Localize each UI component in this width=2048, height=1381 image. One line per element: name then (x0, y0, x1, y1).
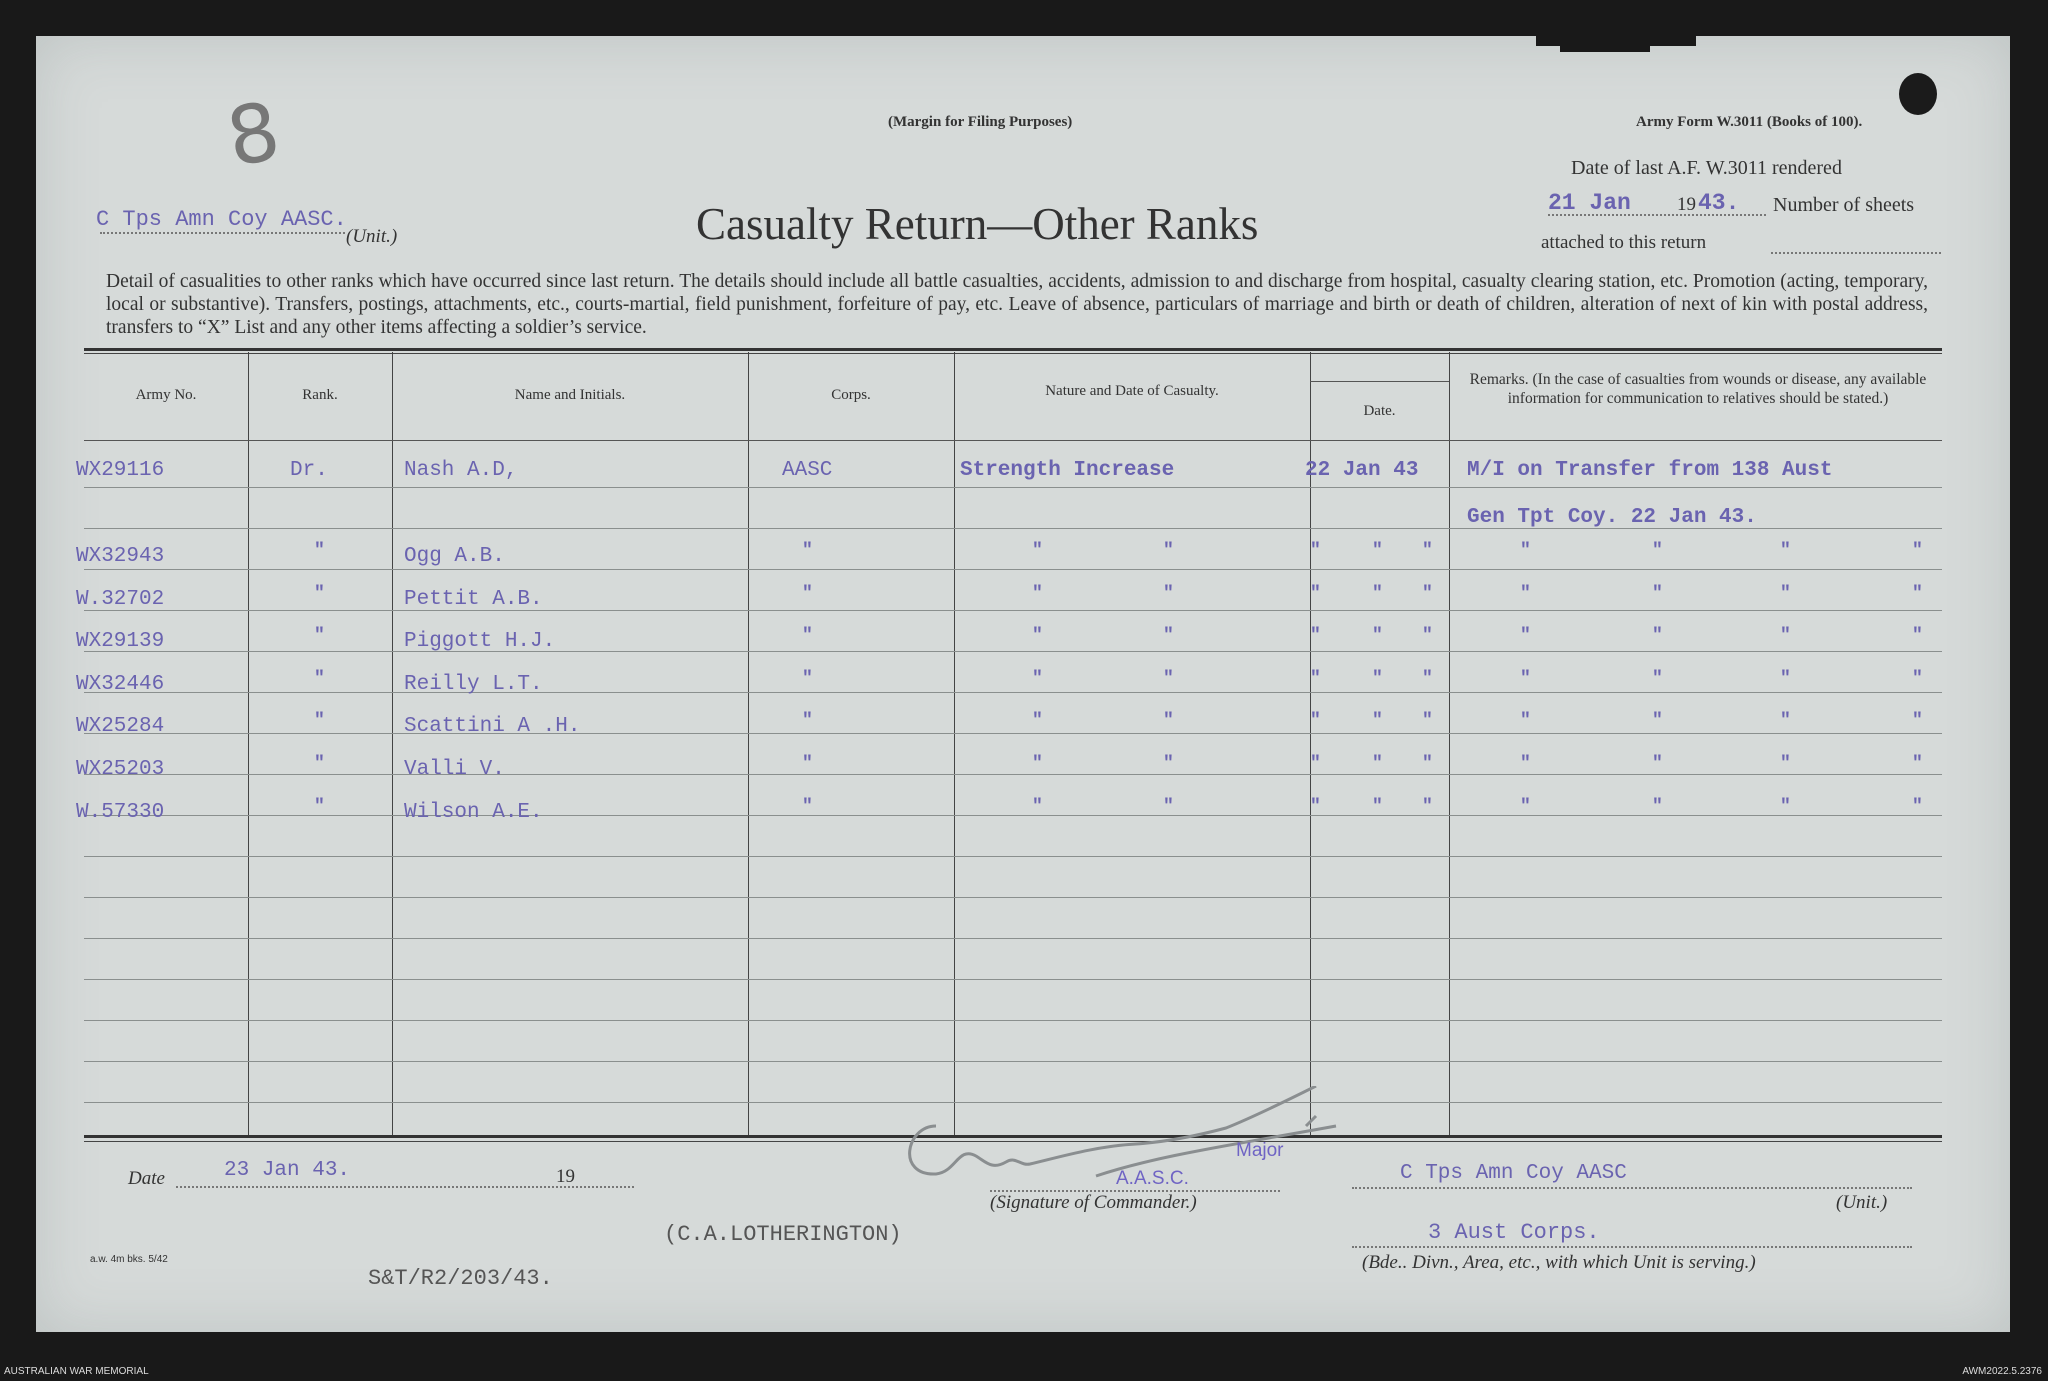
col-divider (248, 352, 249, 1135)
header-remarks: Remarks. (In the case of casualties from wounds or disease, any available information for communication to relatives should be stated.) (1469, 371, 1927, 407)
print-note: a.w. 4m bks. 5/42 (90, 1254, 168, 1265)
ditto-mark: " (1652, 797, 1663, 817)
header-name: Name and Initials. (514, 387, 626, 403)
ditto-mark: " (314, 626, 325, 646)
ditto-mark: " (1912, 711, 1923, 731)
signature-label: (Signature of Commander.) (990, 1192, 1197, 1213)
ditto-mark: " (1780, 797, 1791, 817)
ditto-mark: " (1780, 541, 1791, 561)
col-divider (392, 352, 393, 1135)
ditto-mark: " (1422, 626, 1433, 646)
cell-name: Scattini A .H. (404, 715, 581, 738)
ditto-mark: " (1310, 754, 1321, 774)
last-date-century: 19 (1677, 194, 1696, 215)
cell-army-no: WX25203 (76, 758, 165, 781)
ditto-mark: " (1163, 754, 1174, 774)
cell-army-no: WX29116 (76, 459, 165, 482)
cell-army-no: WX29139 (76, 630, 165, 653)
ditto-mark: " (1032, 584, 1043, 604)
ditto-mark: " (1652, 711, 1663, 731)
row-rule (84, 897, 1942, 898)
ditto-mark: " (1520, 626, 1531, 646)
ditto-mark: " (1032, 797, 1043, 817)
ditto-mark: " (1310, 584, 1321, 604)
ditto-mark: " (1422, 541, 1433, 561)
cell-army-no: WX32446 (76, 673, 165, 696)
archive-credit: AUSTRALIAN WAR MEMORIAL (4, 1366, 149, 1377)
ditto-mark: " (1310, 711, 1321, 731)
ditto-mark: " (314, 797, 325, 817)
footer-unit-typed: C Tps Amn Coy AASC (1400, 1162, 1627, 1185)
row-rule (84, 774, 1942, 775)
row-rule (84, 692, 1942, 693)
col-divider (1449, 352, 1450, 1135)
ditto-mark: " (1780, 626, 1791, 646)
ditto-mark: " (1520, 711, 1531, 731)
header-corps: Corps. (831, 387, 871, 403)
cell-name: Ogg A.B. (404, 545, 505, 568)
last-date-year: 43. (1698, 190, 1740, 216)
cell-name: Nash A.D, (404, 459, 518, 482)
header-nature: Nature and Date of Casualty. (1045, 383, 1219, 399)
ditto-mark: " (1032, 669, 1043, 689)
ditto-mark: " (1912, 754, 1923, 774)
ditto-mark: " (1372, 584, 1383, 604)
col-divider (954, 352, 955, 1135)
ditto-mark: " (1520, 669, 1531, 689)
ditto-mark: " (802, 754, 813, 774)
ditto-mark: " (314, 711, 325, 731)
last-date-typed: 21 Jan (1548, 190, 1631, 216)
ditto-mark: " (314, 584, 325, 604)
unit-typed: C Tps Amn Coy AASC. (96, 207, 347, 232)
cell-name: Wilson A.E. (404, 801, 543, 824)
row-rule (84, 487, 1942, 488)
cell-nature: Strength Increase (960, 459, 1175, 482)
footer-date-typed: 23 Jan 43. (224, 1159, 351, 1182)
ditto-mark: " (1032, 711, 1043, 731)
signature-corps-stamp: A.A.S.C. (1116, 1168, 1189, 1189)
cell-army-no: WX32943 (76, 545, 165, 568)
attached-label: attached to this return (1541, 232, 1707, 253)
attached-line (1771, 252, 1941, 254)
detail-instructions: Detail of casualities to other ranks which have occurred since last return. The details should include all battle casualties, accidents, admission to and discharge from hospital, casualty clearing station, etc. Promotion (acting, temporary, local or substantive). Transfers, postings, attachments, etc., courts-martial, field punishment, forfeiture of pay, etc. Leave of absence, particulars of marriage and birth or death of children, alteration of next of kin with postal address, transfers to “X” List and any other items affecting a soldier’s service. (106, 271, 1928, 338)
punch-hole (1899, 73, 1937, 115)
cell-name: Pettit A.B. (404, 588, 543, 611)
ditto-mark: " (1780, 669, 1791, 689)
footer-unit-label: (Unit.) (1836, 1192, 1888, 1213)
header-army-no: Army No. (135, 387, 197, 403)
ditto-mark: " (1163, 711, 1174, 731)
row-rule (84, 815, 1942, 816)
header-rank: Rank. (302, 387, 338, 403)
ditto-mark: " (1372, 669, 1383, 689)
ditto-mark: " (1912, 584, 1923, 604)
row-rule (84, 856, 1942, 857)
ditto-mark: " (1780, 711, 1791, 731)
ditto-mark: " (1652, 584, 1663, 604)
ditto-mark: " (1652, 626, 1663, 646)
ditto-mark: " (1372, 626, 1383, 646)
formation-typed: 3 Aust Corps. (1428, 1220, 1600, 1245)
ditto-mark: " (1310, 626, 1321, 646)
ditto-mark: " (802, 584, 813, 604)
reference-number: S&T/R2/203/43. (368, 1266, 553, 1291)
ditto-mark: " (1032, 626, 1043, 646)
footer-date-label: Date (128, 1168, 165, 1189)
cell-remarks-line1: M/I on Transfer from 138 Aust (1467, 459, 1833, 482)
last-date-label: Date of last A.F. W.3011 rendered (1571, 157, 1842, 179)
ditto-mark: " (1912, 669, 1923, 689)
form-title: Casualty Return—Other Ranks (696, 199, 1259, 249)
ditto-mark: " (314, 754, 325, 774)
ditto-mark: " (1652, 669, 1663, 689)
ditto-mark: " (1422, 754, 1433, 774)
ditto-mark: " (1310, 669, 1321, 689)
ditto-mark: " (1520, 584, 1531, 604)
table-top-rule (84, 348, 1942, 351)
ditto-mark: " (1780, 584, 1791, 604)
ditto-mark: " (802, 797, 813, 817)
ditto-mark: " (1520, 754, 1531, 774)
circled-number: 8 (220, 84, 287, 185)
ditto-mark: " (1422, 711, 1433, 731)
ditto-mark: " (1912, 626, 1923, 646)
sheets-label: Number of sheets (1773, 194, 1915, 216)
ditto-mark: " (314, 541, 325, 561)
cell-army-no: WX25284 (76, 715, 165, 738)
formation-label: (Bde.. Divn., Area, etc., with which Unit is serving.) (1362, 1252, 1756, 1273)
ditto-mark: " (1163, 797, 1174, 817)
footer-unit-line (1352, 1187, 1912, 1189)
ditto-mark: " (1372, 541, 1383, 561)
army-form-number: Army Form W.3011 (Books of 100). (1636, 114, 1863, 130)
ditto-mark: " (1520, 541, 1531, 561)
ditto-mark: " (1372, 754, 1383, 774)
ditto-mark: " (1163, 669, 1174, 689)
ditto-mark: " (802, 669, 813, 689)
ditto-mark: " (1652, 541, 1663, 561)
ditto-mark: " (1422, 669, 1433, 689)
row-rule (84, 610, 1942, 611)
cell-date: 22 Jan 43 (1305, 459, 1419, 482)
cell-name: Valli V. (404, 758, 505, 781)
ditto-mark: " (802, 541, 813, 561)
unit-label: (Unit.) (346, 226, 398, 247)
ditto-mark: " (1032, 754, 1043, 774)
ditto-mark: " (1652, 754, 1663, 774)
torn-edge-2 (1560, 44, 1650, 52)
ditto-mark: " (1163, 541, 1174, 561)
ditto-mark: " (1032, 541, 1043, 561)
ditto-mark: " (1163, 626, 1174, 646)
unit-dotted-line (100, 232, 345, 234)
date-header-rule (1310, 381, 1449, 382)
ditto-mark: " (1912, 797, 1923, 817)
cell-remarks-line2: Gen Tpt Coy. 22 Jan 43. (1467, 506, 1757, 529)
cell-name: Piggott H.J. (404, 630, 556, 653)
ditto-mark: " (1912, 541, 1923, 561)
signature-rank-stamp: Major (1236, 1140, 1284, 1161)
row-rule (84, 938, 1942, 939)
ditto-mark: " (1422, 584, 1433, 604)
ditto-mark: " (314, 669, 325, 689)
row-rule (84, 1020, 1942, 1021)
ditto-mark: " (1372, 711, 1383, 731)
header-bottom-rule (84, 440, 1942, 441)
row-rule (84, 1061, 1942, 1062)
commander-name-typed: (C.A.LOTHERINGTON) (664, 1222, 902, 1247)
cell-army-no: W.57330 (76, 801, 165, 824)
cell-name: Reilly L.T. (404, 673, 543, 696)
header-date: Date. (1363, 403, 1396, 419)
ditto-mark: " (1372, 797, 1383, 817)
col-divider (748, 352, 749, 1135)
filing-margin-note: (Margin for Filing Purposes) (888, 114, 1073, 130)
archive-accession: AWM2022.5.2376 (1962, 1366, 2042, 1377)
table-top-rule-2 (84, 353, 1942, 354)
ditto-mark: " (1163, 584, 1174, 604)
cell-army-no: W.32702 (76, 588, 165, 611)
ditto-mark: " (1520, 797, 1531, 817)
ditto-mark: " (802, 626, 813, 646)
ditto-mark: " (1780, 754, 1791, 774)
row-rule (84, 733, 1942, 734)
ditto-mark: " (802, 711, 813, 731)
cell-rank: Dr. (290, 459, 328, 482)
cell-corps: AASC (782, 459, 833, 482)
footer-date-century: 19 (556, 1166, 575, 1187)
ditto-mark: " (1310, 541, 1321, 561)
row-rule (84, 569, 1942, 570)
row-rule (84, 651, 1942, 652)
ditto-mark: " (1310, 797, 1321, 817)
formation-line (1352, 1246, 1912, 1248)
row-rule (84, 979, 1942, 980)
last-date-line (1548, 214, 1766, 216)
ditto-mark: " (1422, 797, 1433, 817)
